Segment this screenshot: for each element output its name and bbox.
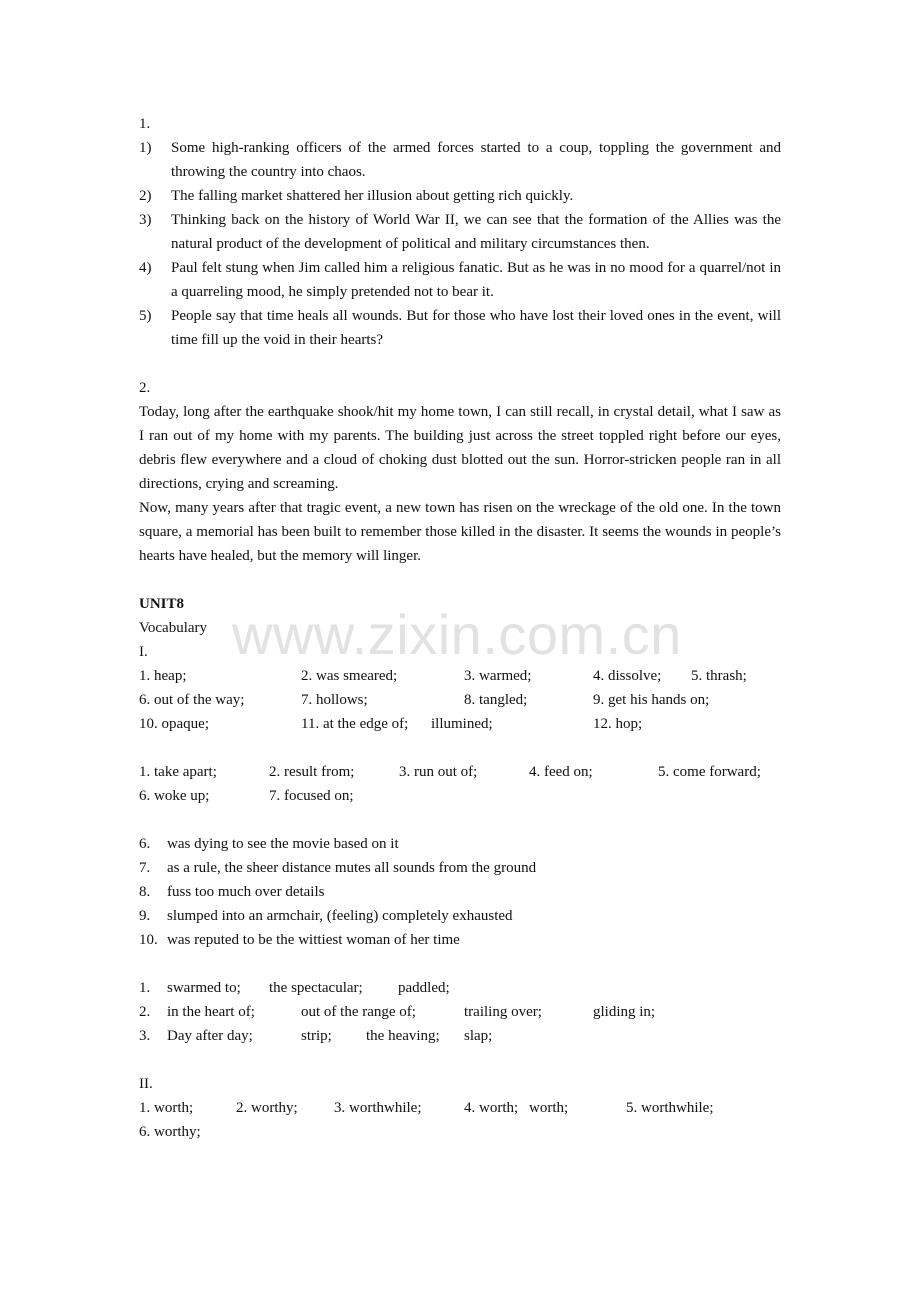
answer-cell: 7. focused on;: [269, 788, 354, 804]
answer-cell: 2. result from;: [269, 764, 355, 780]
list-item: [139, 256, 781, 304]
item-number: 9.: [139, 908, 151, 924]
item-text: Paul felt stung when Jim called him a religious fanatic. But as he was in no mood for a quarrel/not in a quarreling mood, he simply pretended not to bear it.: [171, 260, 781, 300]
answer-cell: illumined;: [431, 716, 493, 732]
list-item: [139, 976, 781, 1000]
item-number: 2.: [139, 1004, 151, 1020]
section-2-heading: 2.: [139, 380, 151, 396]
answer-cell: the spectacular;: [269, 980, 363, 996]
answer-cell: 2. worthy;: [236, 1100, 298, 1116]
item-text: was dying to see the movie based on it: [167, 836, 399, 852]
answer-cell: 7. hollows;: [301, 692, 368, 708]
paragraph: Now, many years after that tragic event, a new town has risen on the wreckage of the old one. In the town square, a memorial has been built to remember those killed in the disaster. It seems the wounds in people’s hearts have healed, but the memory will linger.: [139, 500, 781, 564]
list-item: [139, 928, 781, 952]
document-page: [139, 112, 781, 1144]
list-item: [139, 208, 781, 256]
answer-row: [139, 664, 781, 688]
list-item: [139, 1000, 781, 1024]
answer-cell: 4. dissolve;: [593, 668, 662, 684]
item-text: Thinking back on the history of World War II, we can see that the formation of the Allies was the natural product of the development of political and military circumstances then.: [171, 212, 781, 252]
answer-cell: slap;: [464, 1028, 493, 1044]
answer-row: [139, 784, 781, 808]
watermark: www.zixin.com.cn: [232, 603, 682, 666]
item-number: 8.: [139, 884, 151, 900]
answer-cell: 3. run out of;: [399, 764, 478, 780]
answer-cell: 1. take apart;: [139, 764, 217, 780]
section-1-heading: 1.: [139, 116, 151, 132]
item-text: Some high-ranking officers of the armed forces started to a coup, toppling the government and throwing the country into chaos.: [171, 140, 781, 180]
list-item: [139, 184, 781, 208]
item-text: People say that time heals all wounds. But for those who have lost their loved ones in the event, will time fill up the void in their hearts?: [171, 308, 781, 348]
item-text: fuss too much over details: [167, 884, 325, 900]
list-item: [139, 880, 781, 904]
answer-cell: 1. heap;: [139, 668, 187, 684]
answer-cell: 12. hop;: [593, 716, 643, 732]
answer-cell: 4. worth;: [464, 1100, 519, 1116]
answer-cell: 1. worth;: [139, 1100, 194, 1116]
answer-row: [139, 1120, 781, 1144]
item-number: 1): [139, 140, 152, 156]
answer-cell: 5. thrash;: [691, 668, 747, 684]
answer-cell: swarmed to;: [167, 980, 241, 996]
list-item: [139, 904, 781, 928]
answer-row: [139, 712, 781, 736]
answer-cell: out of the range of;: [301, 1004, 416, 1020]
answer-cell: 6. woke up;: [139, 788, 210, 804]
item-text: as a rule, the sheer distance mutes all sounds from the ground: [167, 860, 537, 876]
answer-cell: 5. worthwhile;: [626, 1100, 714, 1116]
item-text: slumped into an armchair, (feeling) completely exhausted: [167, 908, 513, 924]
paragraph: Today, long after the earthquake shook/hit my home town, I can still recall, in crystal detail, what I saw as I ran out of my home with my parents. The building just across the street toppled right before our eyes, debris flew everywhere and a cloud of choking dust blotted out the sun. Horror-stricken people ran in all directions, crying and screaming.: [139, 404, 781, 492]
answer-cell: 5. come forward;: [658, 764, 761, 780]
item-number: 10.: [139, 932, 158, 948]
list-item: [139, 1024, 781, 1048]
part-2-label: II.: [139, 1076, 153, 1092]
answer-cell: 2. was smeared;: [301, 668, 398, 684]
answer-cell: in the heart of;: [167, 1004, 255, 1020]
list-item: [139, 304, 781, 352]
list-item: [139, 832, 781, 856]
section-1-list: [139, 136, 781, 352]
answer-cell: trailing over;: [464, 1004, 542, 1020]
list-item: [139, 136, 781, 184]
answer-cell: 9. get his hands on;: [593, 692, 710, 708]
unit-subtitle: Vocabulary: [139, 620, 208, 636]
answer-row: [139, 760, 781, 784]
answer-cell: gliding in;: [593, 1004, 656, 1020]
answer-cell: strip;: [301, 1028, 332, 1044]
answer-cell: 6. worthy;: [139, 1124, 201, 1140]
answer-cell: 11. at the edge of;: [301, 716, 409, 732]
list-item: [139, 856, 781, 880]
item-text: The falling market shattered her illusion about getting rich quickly.: [171, 188, 574, 204]
answer-cell: worth;: [529, 1100, 569, 1116]
answer-cell: 4. feed on;: [529, 764, 593, 780]
item-number: 3.: [139, 1028, 151, 1044]
answer-row: [139, 688, 781, 712]
answer-cell: paddled;: [398, 980, 450, 996]
answer-cell: 6. out of the way;: [139, 692, 245, 708]
answer-cell: 10. opaque;: [139, 716, 209, 732]
answer-row: [139, 1096, 781, 1120]
answer-cell: the heaving;: [366, 1028, 440, 1044]
answer-cell: 3. warmed;: [464, 668, 532, 684]
item-number: 4): [139, 260, 152, 276]
item-number: 3): [139, 212, 152, 228]
item-number: 2): [139, 188, 152, 204]
item-number: 1.: [139, 980, 151, 996]
item-number: 6.: [139, 836, 151, 852]
answer-cell: 8. tangled;: [464, 692, 528, 708]
unit-title: UNIT8: [139, 596, 185, 612]
answer-cell: 3. worthwhile;: [334, 1100, 422, 1116]
answer-cell: Day after day;: [167, 1028, 253, 1044]
item-text: was reputed to be the wittiest woman of her time: [167, 932, 460, 948]
part-1-label: I.: [139, 644, 148, 660]
item-number: 5): [139, 308, 152, 324]
item-number: 7.: [139, 860, 151, 876]
